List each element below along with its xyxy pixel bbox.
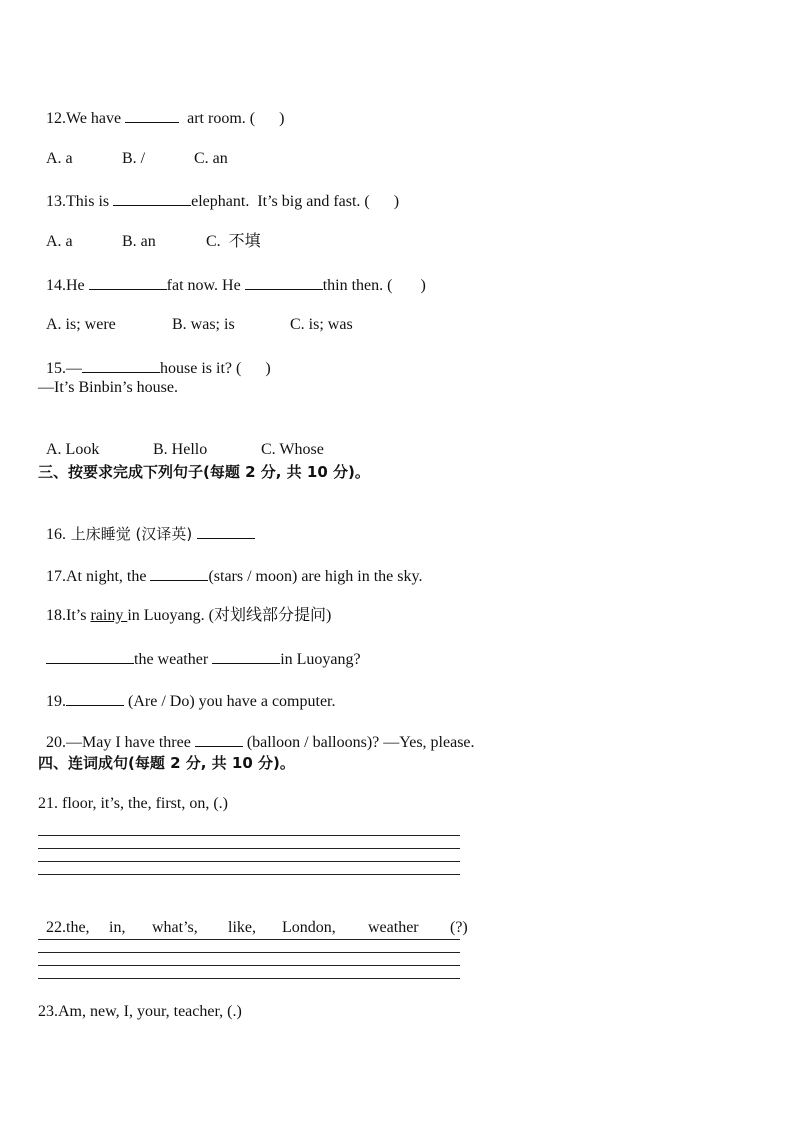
q22-word: in,	[109, 919, 126, 936]
section-3-heading: 三、按要求完成下列句子(每题 2 分, 共 10 分)。	[38, 463, 370, 481]
q20-text-before: 20.—May I have three	[46, 734, 195, 751]
q15-text-before: 15.—	[46, 360, 82, 377]
q18-blank-2[interactable]	[212, 648, 280, 664]
q18-blank-1[interactable]	[46, 648, 134, 664]
question-19	[38, 670, 335, 712]
q18-underlined-word: rainy	[90, 607, 128, 624]
q14-option-b[interactable]: B. was; is	[172, 316, 235, 333]
q21-writing-line-1[interactable]	[38, 835, 460, 836]
q18-answer-mid: the weather	[134, 651, 213, 668]
q14-option-c[interactable]: C. is; was	[290, 316, 353, 333]
q22-word: (?)	[450, 919, 468, 936]
q18-text-after: in Luoyang. (对划线部分提问)	[127, 607, 332, 624]
q15-answer-line: —It’s Binbin’s house.	[38, 379, 179, 396]
q17-blank[interactable]	[150, 565, 208, 581]
q22-word: 22.the,	[46, 919, 90, 936]
q13-text-before: 13.This is	[46, 193, 114, 210]
q22-word: weather	[368, 919, 419, 936]
q12-option-b[interactable]: B. /	[122, 150, 146, 167]
q22-writing-line-2[interactable]	[38, 952, 460, 953]
q12-text-after: art room. ( )	[179, 110, 285, 127]
q14-text-after: thin then. ( )	[322, 277, 426, 294]
q18-answer-after: in Luoyang?	[280, 651, 361, 668]
q14-options	[38, 295, 353, 335]
q14-blank-2[interactable]	[245, 274, 323, 290]
q13-option-c[interactable]: C. 不填	[206, 233, 261, 250]
q18-answer-line	[38, 628, 361, 670]
q22-word: London,	[282, 919, 336, 936]
q16-blank[interactable]	[197, 523, 255, 539]
q13-text-after: elephant. It’s big and fast. ( )	[191, 193, 400, 210]
question-22	[38, 898, 468, 938]
q14-blank-1[interactable]	[89, 274, 167, 290]
question-17	[38, 545, 422, 587]
q15-text-after: house is it? ( )	[160, 360, 271, 377]
q16-text: 上床睡觉 (汉译英)	[66, 525, 198, 543]
section-4-heading: 四、连词成句(每题 2 分, 共 10 分)。	[38, 754, 295, 772]
question-18	[38, 586, 331, 626]
q13-options	[38, 212, 261, 252]
question-12	[38, 87, 284, 129]
q16-number: 16.	[46, 526, 66, 543]
question-15	[38, 337, 271, 379]
q12-option-a[interactable]: A. a	[46, 150, 73, 167]
q13-option-a[interactable]: A. a	[46, 233, 73, 250]
q13-option-b[interactable]: B. an	[122, 233, 156, 250]
q15-blank[interactable]	[82, 357, 160, 373]
q20-blank[interactable]	[195, 731, 243, 747]
q12-text-before: 12.We have	[46, 110, 126, 127]
question-20	[38, 711, 475, 753]
q17-text-before: 17.At night, the	[46, 568, 151, 585]
q15-option-a[interactable]: A. Look	[46, 441, 100, 458]
q22-writing-line-1[interactable]	[38, 939, 460, 940]
q15-options	[38, 420, 324, 460]
q21-writing-line-4[interactable]	[38, 874, 460, 875]
q18-text-before: 18.It’s	[46, 607, 91, 624]
q19-number: 19.	[46, 693, 66, 710]
q14-text-before: 14.He	[46, 277, 89, 294]
q13-blank[interactable]	[113, 190, 191, 206]
q22-word: like,	[228, 919, 256, 936]
q21-writing-line-3[interactable]	[38, 861, 460, 862]
q17-text-after: (stars / moon) are high in the sky.	[208, 568, 423, 585]
q19-blank[interactable]	[66, 690, 124, 706]
q20-text-after: (balloon / balloons)? —Yes, please.	[242, 734, 475, 751]
q22-writing-line-3[interactable]	[38, 965, 460, 966]
q22-writing-line-4[interactable]	[38, 978, 460, 979]
q15-option-c[interactable]: C. Whose	[261, 441, 324, 458]
q12-blank[interactable]	[125, 107, 179, 123]
question-23: 23.Am, new, I, your, teacher, (.)	[38, 1003, 242, 1020]
q19-text-after: (Are / Do) you have a computer.	[124, 693, 336, 710]
q15-option-b[interactable]: B. Hello	[153, 441, 208, 458]
question-14	[38, 254, 426, 296]
q12-option-c[interactable]: C. an	[194, 150, 228, 167]
q14-text-mid: fat now. He	[166, 277, 245, 294]
q21-writing-line-2[interactable]	[38, 848, 460, 849]
question-16	[38, 503, 255, 545]
q22-word: what’s,	[152, 919, 198, 936]
q14-option-a[interactable]: A. is; were	[46, 316, 116, 333]
question-13	[38, 170, 399, 212]
q12-options	[38, 129, 228, 169]
question-21: 21. floor, it’s, the, first, on, (.)	[38, 795, 228, 812]
